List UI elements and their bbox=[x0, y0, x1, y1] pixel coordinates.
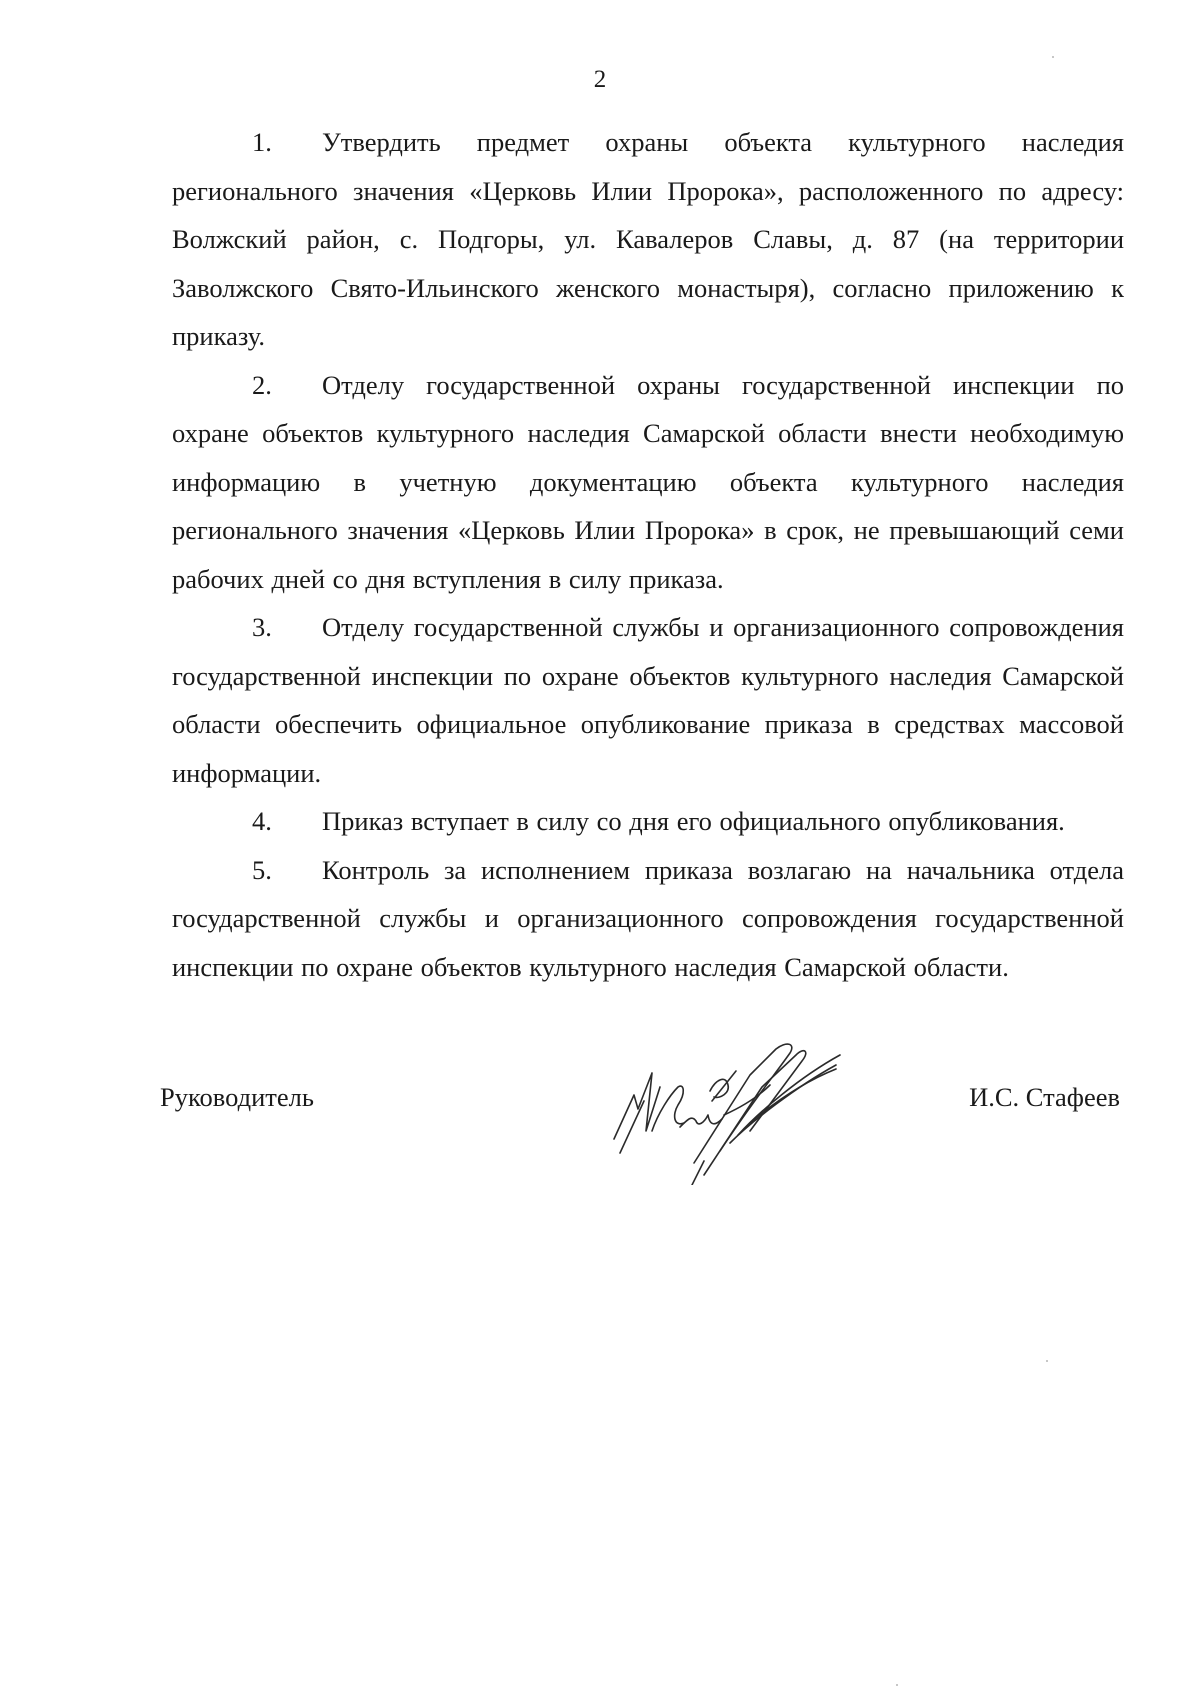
item-text: Отделу государственной охраны государственной инспекции по охране объектов культурного наследия Самарской области внести необходимую информацию в учетную документацию объекта культурного наследия регионального значения «Церковь Илии Пророка» в срок, не превышающий семи рабочих дней со дня вступления в силу приказа. bbox=[172, 369, 1124, 594]
order-item-5 bbox=[172, 846, 1124, 992]
item-text: Отделу государственной службы и организационного сопровождения государственной инспекции по охране объектов культурного наследия Самарской области обеспечить официальное опубликование приказа в средствах массовой информации. bbox=[172, 612, 1124, 788]
order-item-4 bbox=[172, 797, 1124, 846]
scan-speck bbox=[1052, 56, 1054, 58]
scan-speck bbox=[1046, 1360, 1048, 1362]
page-number: 2 bbox=[593, 66, 607, 93]
handwritten-signature bbox=[600, 1035, 890, 1185]
item-text: Контроль за исполнением приказа возлагаю на начальника отдела государственной службы и организационного сопровождения государственной инспекции по охране объектов культурного наследия Самарской области. bbox=[172, 854, 1124, 982]
item-number: 3. bbox=[252, 612, 272, 642]
item-number: 5. bbox=[252, 854, 272, 885]
scan-speck bbox=[896, 1684, 898, 1686]
item-text: Приказ вступает в силу со дня его официального опубликования. bbox=[322, 806, 1065, 836]
item-text: Утвердить предмет охраны объекта культурного наследия регионального значения «Церковь Илии Пророка», расположенного по адресу: Волжский район, с. Подгоры, ул. Кавалеров Славы, д. 87 (на территории Заволжского Свято-Ильинского женского монастыря), согласно приложению к приказу. bbox=[172, 127, 1124, 351]
order-item-1 bbox=[172, 118, 1124, 361]
order-item-3 bbox=[172, 603, 1124, 797]
signatory-name: И.С. Стафеев bbox=[969, 1082, 1120, 1112]
order-item-2 bbox=[172, 361, 1124, 604]
order-body bbox=[172, 118, 1124, 991]
signatory-role: Руководитель bbox=[160, 1082, 314, 1112]
item-number: 4. bbox=[252, 806, 272, 836]
item-number: 1. bbox=[252, 127, 272, 157]
item-number: 2. bbox=[252, 369, 272, 400]
